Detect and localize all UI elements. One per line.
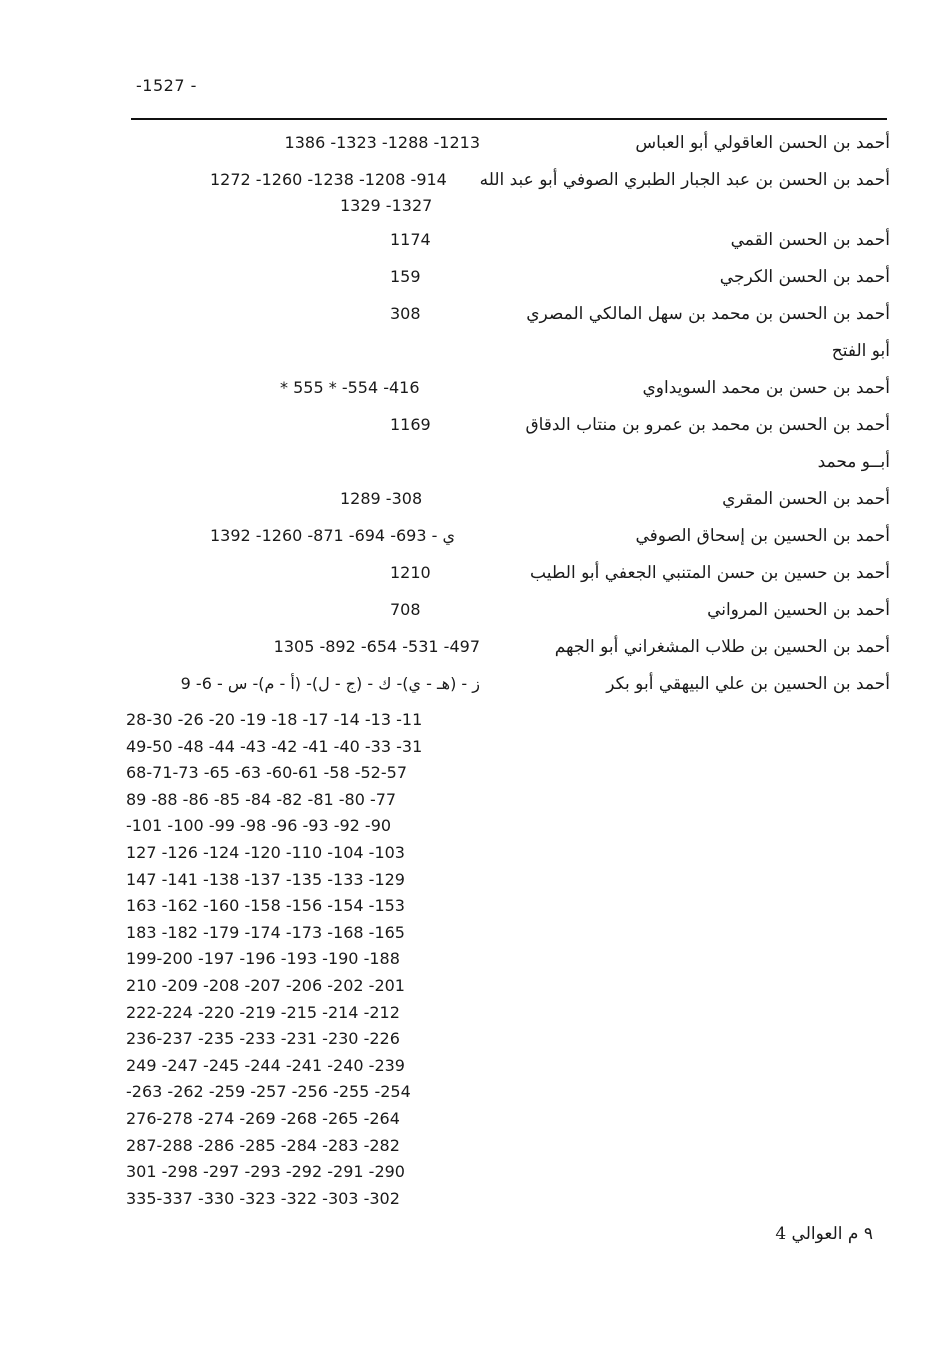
index-entry	[120, 373, 890, 410]
ref-line: 77- 80- 81- 82- 84- 85- 86- 88- 89	[126, 789, 397, 809]
ref-line: 212- 214- 215- 219- 220- 222-224	[126, 1002, 400, 1022]
entry-refs	[134, 373, 480, 403]
ref-line: 129- 133- 135- 137- 138- 141- 147	[126, 869, 405, 889]
ref-line: 52-57- 58- 60-61- 63- 65- 68-71-73	[126, 763, 407, 783]
entry-name: أبــو محمد	[817, 452, 890, 472]
ref-line: 31- 33- 40- 41- 42- 43- 44- 48- 49-50	[126, 736, 423, 756]
entry-name: أحمد بن الحسين بن إسحاق الصوفي	[635, 526, 890, 546]
entry-refs	[134, 128, 480, 158]
index-entry	[120, 632, 890, 669]
entry-name: أحمد بن الحسن القمي	[730, 230, 890, 250]
index-entry	[120, 336, 890, 373]
entry-ref-line: 1327- 1329	[340, 196, 433, 215]
ref-line: 290- 291- 292- 293- 297- 298- 301	[126, 1162, 405, 1182]
ref-line: 226- 230- 231- 233- 235- 236-237	[126, 1029, 400, 1049]
entry-name: أحمد بن الحسن المقري	[722, 489, 890, 509]
entry-ref-line: 708	[390, 600, 421, 619]
ref-line: 165- 168- 173- 174- 179- 182- 183	[126, 922, 405, 942]
index-entry	[120, 262, 890, 299]
ref-line: 302- 303- 322- 323- 330- 335-337	[126, 1188, 400, 1208]
entry-name: أحمد بن الحسن الكرجي	[719, 267, 890, 287]
entry-ref-line: 497- 531- 654- 892- 1305	[273, 637, 480, 656]
entry-ref-line: 416- 554- * 555 *	[280, 378, 420, 397]
entry-ref-line: ز - (هـ - ي)- ك - (ج - ل)- (أ - م)- س - 6- 9	[180, 674, 480, 693]
entry-ref-line: 308- 1289	[340, 489, 423, 508]
entry-refs	[134, 225, 480, 255]
index-entry	[120, 165, 890, 225]
ref-line: 103- 104- 110- 120- 124- 126- 127	[126, 842, 405, 862]
index-entries	[120, 128, 890, 706]
entry-name: أحمد بن حسين بن حسن المتنبي الجعفي أبو الطيب	[530, 563, 890, 583]
entry-name: أحمد بن الحسن بن محمد بن سهل المالكي المصري	[526, 304, 890, 324]
ref-line: 239- 240- 241- 244- 245- 247- 249	[126, 1055, 405, 1075]
entry-refs	[134, 521, 480, 551]
index-entry	[120, 521, 890, 558]
entry-ref-line: 159	[390, 267, 421, 286]
entry-refs	[134, 558, 480, 588]
ref-line: 188- 190- 193- 196- 197- 199-200	[126, 949, 400, 969]
index-entry	[120, 299, 890, 336]
entry-refs	[134, 595, 480, 625]
index-entry	[120, 225, 890, 262]
entry-refs	[134, 410, 480, 440]
footer-signature: ٩ م العوالي 4	[775, 1224, 873, 1244]
ref-line: 254- 255- 256- 257- 259- 262- 263-	[126, 1082, 411, 1102]
entry-name: أحمد بن حسن بن محمد السويداوي	[642, 378, 890, 398]
bayhaqi-page-refs	[126, 707, 466, 1212]
entry-name: أحمد بن الحسن بن محمد بن عمرو بن منتاب الدقاق	[525, 415, 890, 435]
entry-name: أحمد بن الحسن بن عبد الجبار الطبري الصوفي أبو عبد الله	[479, 170, 890, 190]
ref-line: 264- 265- 268- 269- 274- 276-278	[126, 1108, 400, 1128]
entry-name: أبو الفتح	[831, 341, 890, 361]
entry-ref-line: 1174	[390, 230, 431, 249]
ref-line: 201- 202- 206- 207- 208- 209- 210	[126, 975, 405, 995]
entry-refs	[134, 299, 480, 329]
entry-name: أحمد بن الحسين المرواني	[707, 600, 890, 620]
index-entry	[120, 558, 890, 595]
entry-ref-line: 914- 1208- 1238- 1260- 1272	[210, 170, 447, 189]
entry-ref-line: 308	[390, 304, 421, 323]
entry-refs	[134, 165, 480, 217]
ref-line: 11- 13- 14- 17- 18- 19- 20- 26- 28-30	[126, 710, 423, 729]
entry-ref-line: ي - 693- 694- 871- 1260- 1392	[210, 526, 455, 545]
ref-line: 282- 283- 284- 285- 286- 287-288	[126, 1135, 400, 1155]
ref-line: 90- 92- 93- 96- 98- 99- 100- 101-	[126, 816, 392, 836]
header-rule	[131, 118, 887, 120]
index-entry	[120, 410, 890, 447]
index-entry	[120, 484, 890, 521]
entry-refs	[134, 262, 480, 292]
entry-refs	[134, 669, 480, 699]
entry-ref-line: 1169	[390, 415, 431, 434]
entry-name: أحمد بن الحسين بن علي البيهقي أبو بكر	[606, 674, 890, 694]
index-entry	[120, 669, 890, 706]
entry-refs	[134, 632, 480, 662]
page-number: -1527 -	[136, 76, 197, 95]
index-entry	[120, 595, 890, 632]
entry-name: أحمد بن الحسن العاقولي أبو العباس	[635, 133, 890, 153]
index-entry	[120, 128, 890, 165]
entry-name: أحمد بن الحسين بن طلاب المشغراني أبو الجهم	[554, 637, 890, 657]
index-entry	[120, 447, 890, 484]
entry-ref-line: 1210	[390, 563, 431, 582]
ref-line: 153- 154- 156- 158- 160- 162- 163	[126, 896, 405, 916]
entry-refs	[134, 484, 480, 514]
entry-ref-line: 1213- 1288- 1323- 1386	[284, 133, 480, 152]
